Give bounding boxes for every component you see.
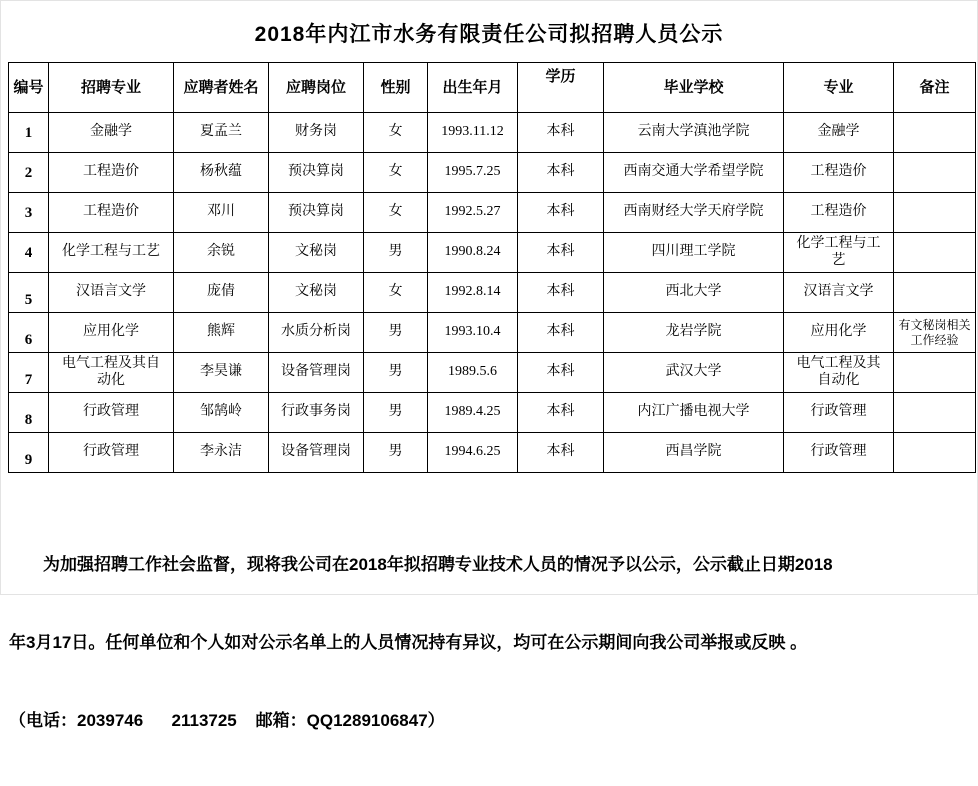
header-cell-position: 应聘岗位 <box>269 63 364 113</box>
cell-no: 8 <box>9 393 49 433</box>
cell-no: 4 <box>9 233 49 273</box>
cell-school: 西北大学 <box>604 273 784 313</box>
cell-school: 云南大学滇池学院 <box>604 113 784 153</box>
header-cell-gender: 性别 <box>364 63 428 113</box>
cell-no: 6 <box>9 313 49 353</box>
cell-school: 武汉大学 <box>604 353 784 393</box>
cell-gender: 男 <box>364 393 428 433</box>
cell-position: 设备管理岗 <box>269 353 364 393</box>
header-cell-birth: 出生年月 <box>428 63 518 113</box>
cell-remark <box>894 233 976 273</box>
cell-major: 行政管理 <box>49 393 174 433</box>
cell-position: 设备管理岗 <box>269 433 364 473</box>
cell-birth: 1994.6.25 <box>428 433 518 473</box>
cell-major: 电气工程及其自动化 <box>49 353 174 393</box>
cell-gender: 男 <box>364 433 428 473</box>
cell-education: 本科 <box>518 393 604 433</box>
cell-name: 余锐 <box>174 233 269 273</box>
cell-degree_major: 电气工程及其自动化 <box>784 353 894 393</box>
cell-school: 西昌学院 <box>604 433 784 473</box>
cell-degree_major: 行政管理 <box>784 433 894 473</box>
cell-education: 本科 <box>518 273 604 313</box>
cell-birth: 1992.5.27 <box>428 193 518 233</box>
cell-position: 文秘岗 <box>269 273 364 313</box>
cell-remark <box>894 153 976 193</box>
cell-position: 文秘岗 <box>269 233 364 273</box>
cell-position: 行政事务岗 <box>269 393 364 433</box>
cell-name: 熊辉 <box>174 313 269 353</box>
cell-remark <box>894 353 976 393</box>
cell-gender: 女 <box>364 193 428 233</box>
recruitment-table <box>8 62 976 473</box>
cell-major: 应用化学 <box>49 313 174 353</box>
cell-name: 邹鹄岭 <box>174 393 269 433</box>
cell-remark <box>894 113 976 153</box>
cell-remark: 有文秘岗相关工作经验 <box>894 313 976 353</box>
table-header-row <box>9 63 976 113</box>
table-row <box>9 193 976 233</box>
cell-gender: 男 <box>364 313 428 353</box>
cell-major: 化学工程与工艺 <box>49 233 174 273</box>
cell-no: 9 <box>9 433 49 473</box>
cell-school: 四川理工学院 <box>604 233 784 273</box>
cell-position: 水质分析岗 <box>269 313 364 353</box>
cell-major: 行政管理 <box>49 433 174 473</box>
cell-major: 工程造价 <box>49 193 174 233</box>
table-row <box>9 153 976 193</box>
table-row <box>9 113 976 153</box>
cell-degree_major: 金融学 <box>784 113 894 153</box>
cell-name: 李昊谦 <box>174 353 269 393</box>
cell-no: 1 <box>9 113 49 153</box>
cell-birth: 1990.8.24 <box>428 233 518 273</box>
cell-school: 西南交通大学希望学院 <box>604 153 784 193</box>
cell-no: 5 <box>9 273 49 313</box>
cell-name: 李永洁 <box>174 433 269 473</box>
cell-education: 本科 <box>518 233 604 273</box>
cell-degree_major: 工程造价 <box>784 153 894 193</box>
cell-major: 工程造价 <box>49 153 174 193</box>
table-row <box>9 233 976 273</box>
header-cell-education: 学历 <box>518 63 604 113</box>
table-row <box>9 313 976 353</box>
cell-name: 邓川 <box>174 193 269 233</box>
header-cell-remark: 备注 <box>894 63 976 113</box>
cell-position: 预决算岗 <box>269 153 364 193</box>
header-cell-degree-major: 专业 <box>784 63 894 113</box>
cell-degree_major: 化学工程与工艺 <box>784 233 894 273</box>
cell-education: 本科 <box>518 193 604 233</box>
cell-education: 本科 <box>518 433 604 473</box>
cell-position: 预决算岗 <box>269 193 364 233</box>
cell-gender: 女 <box>364 273 428 313</box>
cell-education: 本科 <box>518 353 604 393</box>
notice-line-contact: （电话：2039746 2113725 邮箱：QQ1289106847） <box>9 711 445 730</box>
cell-birth: 1993.10.4 <box>428 313 518 353</box>
cell-birth: 1993.11.12 <box>428 113 518 153</box>
cell-name: 杨秋蕴 <box>174 153 269 193</box>
cell-birth: 1989.4.25 <box>428 393 518 433</box>
cell-birth: 1989.5.6 <box>428 353 518 393</box>
table-row <box>9 433 976 473</box>
cell-no: 7 <box>9 353 49 393</box>
cell-school: 内江广播电视大学 <box>604 393 784 433</box>
page-title: 2018年内江市水务有限责任公司拟招聘人员公示 <box>254 23 724 46</box>
cell-remark <box>894 393 976 433</box>
cell-major: 金融学 <box>49 113 174 153</box>
cell-gender: 男 <box>364 233 428 273</box>
cell-birth: 1995.7.25 <box>428 153 518 193</box>
header-cell-no: 编号 <box>9 63 49 113</box>
cell-gender: 男 <box>364 353 428 393</box>
table-row <box>9 273 976 313</box>
cell-school: 龙岩学院 <box>604 313 784 353</box>
cell-degree_major: 行政管理 <box>784 393 894 433</box>
cell-education: 本科 <box>518 113 604 153</box>
public-notice-text <box>9 500 969 786</box>
cell-no: 2 <box>9 153 49 193</box>
cell-no: 3 <box>9 193 49 233</box>
cell-degree_major: 应用化学 <box>784 313 894 353</box>
cell-degree_major: 工程造价 <box>784 193 894 233</box>
header-cell-name: 应聘者姓名 <box>174 63 269 113</box>
cell-name: 庞倩 <box>174 273 269 313</box>
notice-line: 为加强招聘工作社会监督，现将我公司在2018年拟招聘专业技术人员的情况予以公示，公示截止日期2018 <box>43 555 833 574</box>
cell-gender: 女 <box>364 153 428 193</box>
header-cell-school: 毕业学校 <box>604 63 784 113</box>
cell-remark <box>894 273 976 313</box>
cell-name: 夏孟兰 <box>174 113 269 153</box>
cell-gender: 女 <box>364 113 428 153</box>
cell-major: 汉语言文学 <box>49 273 174 313</box>
cell-position: 财务岗 <box>269 113 364 153</box>
cell-remark <box>894 193 976 233</box>
cell-school: 西南财经大学天府学院 <box>604 193 784 233</box>
table-row <box>9 393 976 433</box>
cell-remark <box>894 433 976 473</box>
cell-degree_major: 汉语言文学 <box>784 273 894 313</box>
cell-education: 本科 <box>518 153 604 193</box>
cell-birth: 1992.8.14 <box>428 273 518 313</box>
notice-line: 年3月17日。任何单位和个人如对公示名单上的人员情况持有异议，均可在公示期间向我公司举报或反映 。 <box>9 633 808 652</box>
header-cell-major: 招聘专业 <box>49 63 174 113</box>
table-row <box>9 353 976 393</box>
cell-education: 本科 <box>518 313 604 353</box>
